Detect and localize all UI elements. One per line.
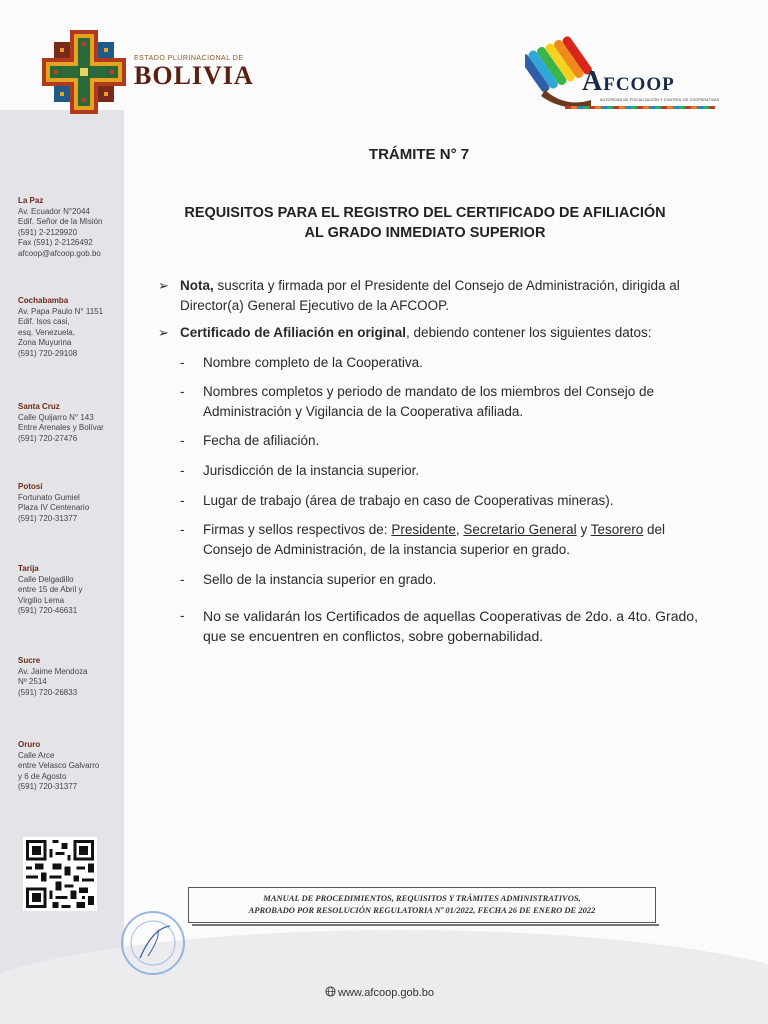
office-city: Oruro [18,740,41,749]
office-la-paz [18,196,122,260]
manual-line-2: APROBADO POR RESOLUCIÓN REGULATORIA Nº 01/2022, FECHA 26 DE ENERO DE 2022 [248,905,596,915]
manual-line-1: MANUAL DE PROCEDIMIENTOS, REQUISITOS Y TRÁMITES ADMINISTRATIVOS, [263,893,581,903]
tramite-number: TRÁMITE N° 7 [368,146,470,163]
office-email: afcoop@afcoop.gob.bo [18,248,101,258]
bolivia-title: BOLIVIA [134,61,254,90]
dash-marker: - [180,463,185,478]
office-line: Edif. Señor de la Misión [18,217,103,227]
office-line: (591) 720-46631 [18,606,78,616]
heading-line-1: REQUISITOS PARA EL REGISTRO DEL CERTIFICADO DE AFILIACIÓN [184,205,666,221]
requirement-detail: , debiendo contener los siguientes datos: [406,325,652,340]
office-line: Virgilio Lema [18,595,65,605]
office-line: Av. Ecuador N°2044 [18,206,90,216]
office-line: entre Velasco Galvarro [18,761,100,771]
sub-item-text: Jurisdicción de la instancia superior. [203,463,420,478]
office-line: y 6 de Agosto [18,771,67,781]
qr-code-icon[interactable] [23,837,97,911]
office-potosi [18,482,122,524]
dash-marker: - [180,572,185,587]
dash-marker: - [180,355,185,370]
office-oruro [18,740,122,793]
requirement-label: Certificado de Afiliación en original [180,325,407,340]
sub-item-part: del Consejo de Administración, de la instancia superior en grado. [203,522,666,557]
office-line: (591) 2-2129920 [18,227,78,237]
office-line: Fax (591) 2-2126492 [18,238,93,248]
dash-marker: - [180,522,185,537]
office-line: Av. Papa Paulo N° 1151 [18,306,104,316]
office-city: La Paz [18,196,44,205]
office-line: Av. Jaime Mendoza [18,666,88,676]
dash-marker: - [180,384,185,399]
office-line: (591) 720-31377 [18,513,78,523]
office-line: Fortunato Gumiel [18,492,80,502]
document-heading [170,203,680,243]
office-city: Potosí [18,482,43,491]
afcoop-underline [565,106,715,109]
office-line: Calle Arce [18,750,55,760]
sub-item-text [203,520,718,560]
office-line: Plaza IV Centenario [18,503,90,513]
website-url[interactable]: www.afcoop.gob.bo [338,987,435,999]
arrow-bullet-icon: ➢ [158,325,169,340]
manual-reference-box [188,887,656,923]
office-line: Edif. Isos casi, [18,317,70,327]
website-link[interactable] [325,986,434,999]
office-tarija [18,564,122,617]
sub-item-part: y [576,522,591,537]
office-city: Santa Cruz [18,402,60,411]
office-sucre [18,656,122,698]
sub-item-text: Nombre completo de la Cooperativa. [203,355,423,370]
role-tesorero: Tesorero [590,522,644,537]
dash-marker: - [180,493,185,508]
sub-item-text: Fecha de afiliación. [203,433,320,448]
sub-item-part: Firmas y sellos respectivos de: [203,522,392,537]
sub-item-text: No se validarán los Certificados de aquellas Cooperativas de 2do. a 4to. Grado, que se encuentren en conflictos, sobre gobernabilidad. [203,608,698,644]
role-presidente: Presidente [391,522,456,537]
sub-item-text: Lugar de trabajo (área de trabajo en caso de Cooperativas mineras). [203,493,614,508]
sub-item-text: Sello de la instancia superior en grado. [203,572,437,587]
office-line: Calle Quijarro N° 143 [18,412,94,422]
office-city: Tarija [18,564,39,573]
official-stamp-icon [118,908,188,978]
office-city: Cochabamba [18,296,69,305]
office-line: Zona Muyurina [18,338,72,348]
office-cochabamba [18,296,122,360]
office-line: Entre Arenales y Bolívar [18,423,104,433]
office-line: (591) 720-26833 [18,687,78,697]
heading-line-2: AL GRADO INMEDIATO SUPERIOR [304,225,546,241]
afcoop-name: AFCOOP [582,66,675,97]
office-city: Sucre [18,656,41,665]
office-line: Nº 2514 [18,677,47,687]
sub-item-text: Nombres completos y periodo de mandato de los miembros del Consejo de Administración y Vigilancia de la Cooperativa afiliada. [203,384,654,419]
sub-item-part: , [455,522,464,537]
bolivia-emblem-icon [40,28,128,116]
role-secretario: Secretario General [463,522,577,537]
office-line: (591) 720-29108 [18,348,78,358]
requirement-text [180,323,720,343]
afcoop-subtitle: AUTORIDAD DE FISCALIZACIÓN Y CONTROL DE COOPERATIVAS [600,98,720,102]
dash-marker: - [180,608,185,623]
bolivia-subtitle: ESTADO PLURINACIONAL DE [134,55,244,62]
office-line: esq. Venezuela, [18,327,75,337]
requirement-text [180,276,720,316]
office-line: (591) 720-31377 [18,782,78,792]
requirement-label: Nota, [180,278,214,293]
office-line: Calle Delgadillo [18,574,74,584]
office-line: entre 15 de Abril y [18,585,83,595]
office-line: (591) 720-27476 [18,433,78,443]
globe-icon [325,986,336,997]
arrow-bullet-icon: ➢ [158,278,169,293]
requirement-detail: suscrita y firmada por el Presidente del Consejo de Administración, dirigida al Director(a) General Ejecutivo de la AFCOOP. [180,278,680,313]
office-santa-cruz [18,402,122,444]
dash-marker: - [180,433,185,448]
